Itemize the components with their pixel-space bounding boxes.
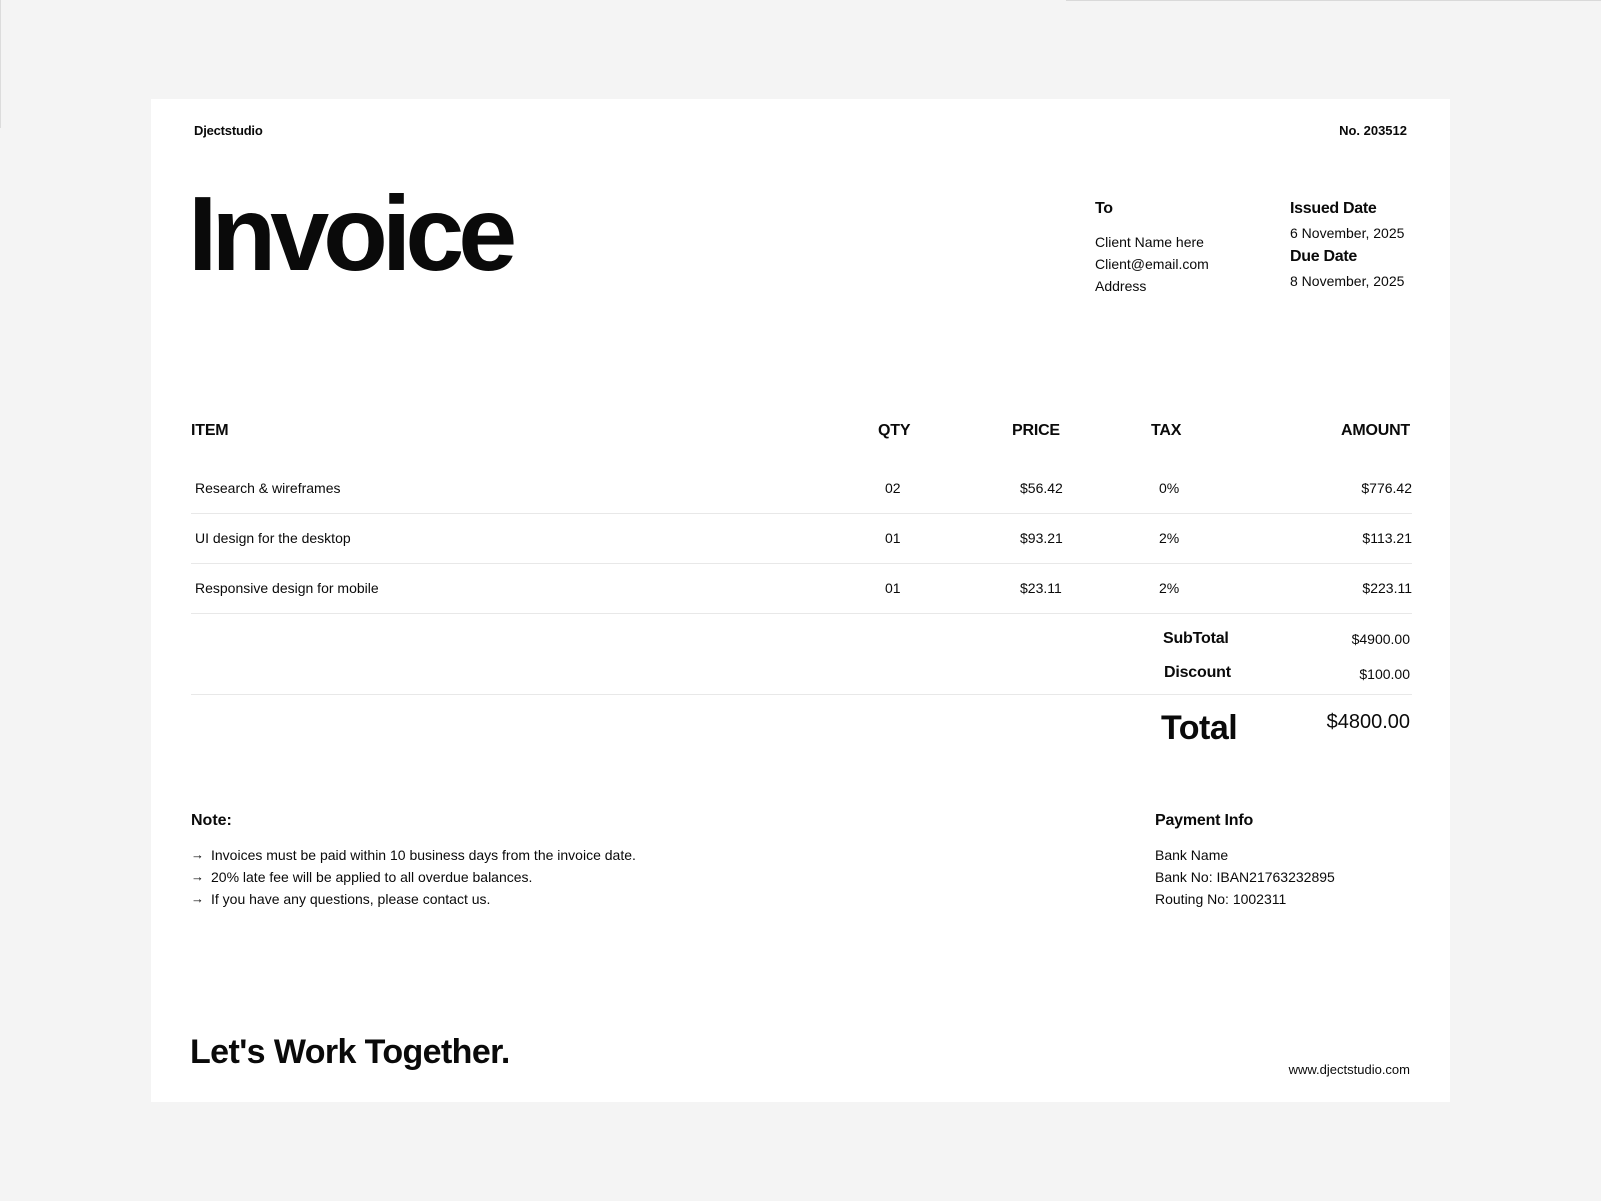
client-address: Address [1095, 278, 1147, 294]
row-qty: 01 [885, 530, 901, 546]
note-list [191, 844, 636, 910]
issued-date-label: Issued Date [1290, 200, 1377, 217]
row-qty: 01 [885, 580, 901, 596]
due-date-label: Due Date [1290, 248, 1357, 265]
bill-to-label: To [1095, 200, 1113, 217]
left-border-line [0, 0, 1, 128]
list-item [191, 866, 636, 888]
summary-divider [191, 694, 1412, 695]
row-price: $56.42 [1020, 480, 1063, 496]
routing-number: Routing No: 1002311 [1155, 891, 1287, 907]
list-item [191, 888, 636, 910]
payment-info-block [1155, 844, 1335, 910]
column-header-tax: TAX [1151, 422, 1182, 439]
discount-label: Discount [1164, 664, 1231, 681]
column-header-price: PRICE [1012, 422, 1060, 439]
bank-name: Bank Name [1155, 847, 1229, 863]
arrow-right-icon: → [191, 847, 204, 862]
invoice-sheet [151, 99, 1450, 1102]
client-name: Client Name here [1095, 234, 1204, 250]
row-amount: $223.11 [1362, 580, 1412, 596]
row-item: Research & wireframes [195, 480, 341, 496]
note-text: If you have any questions, please contact us. [211, 891, 491, 907]
top-border-line [1066, 0, 1601, 1]
note-text: Invoices must be paid within 10 business days from the invoice date. [211, 847, 636, 863]
website-link[interactable]: www.djectstudio.com [1288, 1062, 1410, 1077]
subtotal-label: SubTotal [1163, 630, 1229, 647]
column-header-amount: AMOUNT [1340, 422, 1410, 439]
list-item [191, 844, 636, 866]
column-header-qty: QTY [878, 422, 911, 439]
bank-number: Bank No: IBAN21763232895 [1155, 869, 1335, 885]
discount-value: $100.00 [1359, 666, 1410, 682]
row-tax: 2% [1159, 580, 1180, 596]
row-tax: 2% [1159, 530, 1180, 546]
page-title: Invoice [188, 175, 512, 293]
arrow-right-icon: → [191, 869, 204, 884]
arrow-right-icon: → [191, 891, 204, 906]
row-price: $93.21 [1020, 530, 1063, 546]
row-price: $23.11 [1020, 580, 1062, 596]
note-title: Note: [191, 812, 232, 829]
note-text: 20% late fee will be applied to all overdue balances. [211, 869, 533, 885]
row-qty: 02 [885, 480, 901, 496]
brand-name: Djectstudio [194, 123, 263, 138]
subtotal-value: $4900.00 [1351, 631, 1410, 647]
payment-info-title: Payment Info [1155, 812, 1254, 829]
row-item: UI design for the desktop [195, 530, 351, 546]
issued-date-value: 6 November, 2025 [1290, 225, 1405, 241]
table-row [191, 464, 1412, 514]
footer-tagline: Let's Work Together. [190, 1033, 510, 1071]
table-row [191, 514, 1412, 564]
table-row [191, 564, 1412, 614]
bill-to-block [1095, 199, 1255, 297]
row-item: Responsive design for mobile [195, 580, 379, 596]
row-amount: $776.42 [1361, 480, 1412, 496]
column-header-item: ITEM [191, 422, 229, 439]
dates-block [1290, 199, 1420, 295]
total-value: $4800.00 [1326, 711, 1410, 733]
total-label: Total [1161, 709, 1238, 747]
client-email: Client@email.com [1095, 256, 1209, 272]
row-tax: 0% [1159, 480, 1180, 496]
invoice-number: No. 203512 [1339, 123, 1407, 138]
due-date-value: 8 November, 2025 [1290, 273, 1405, 289]
row-amount: $113.21 [1362, 530, 1412, 546]
